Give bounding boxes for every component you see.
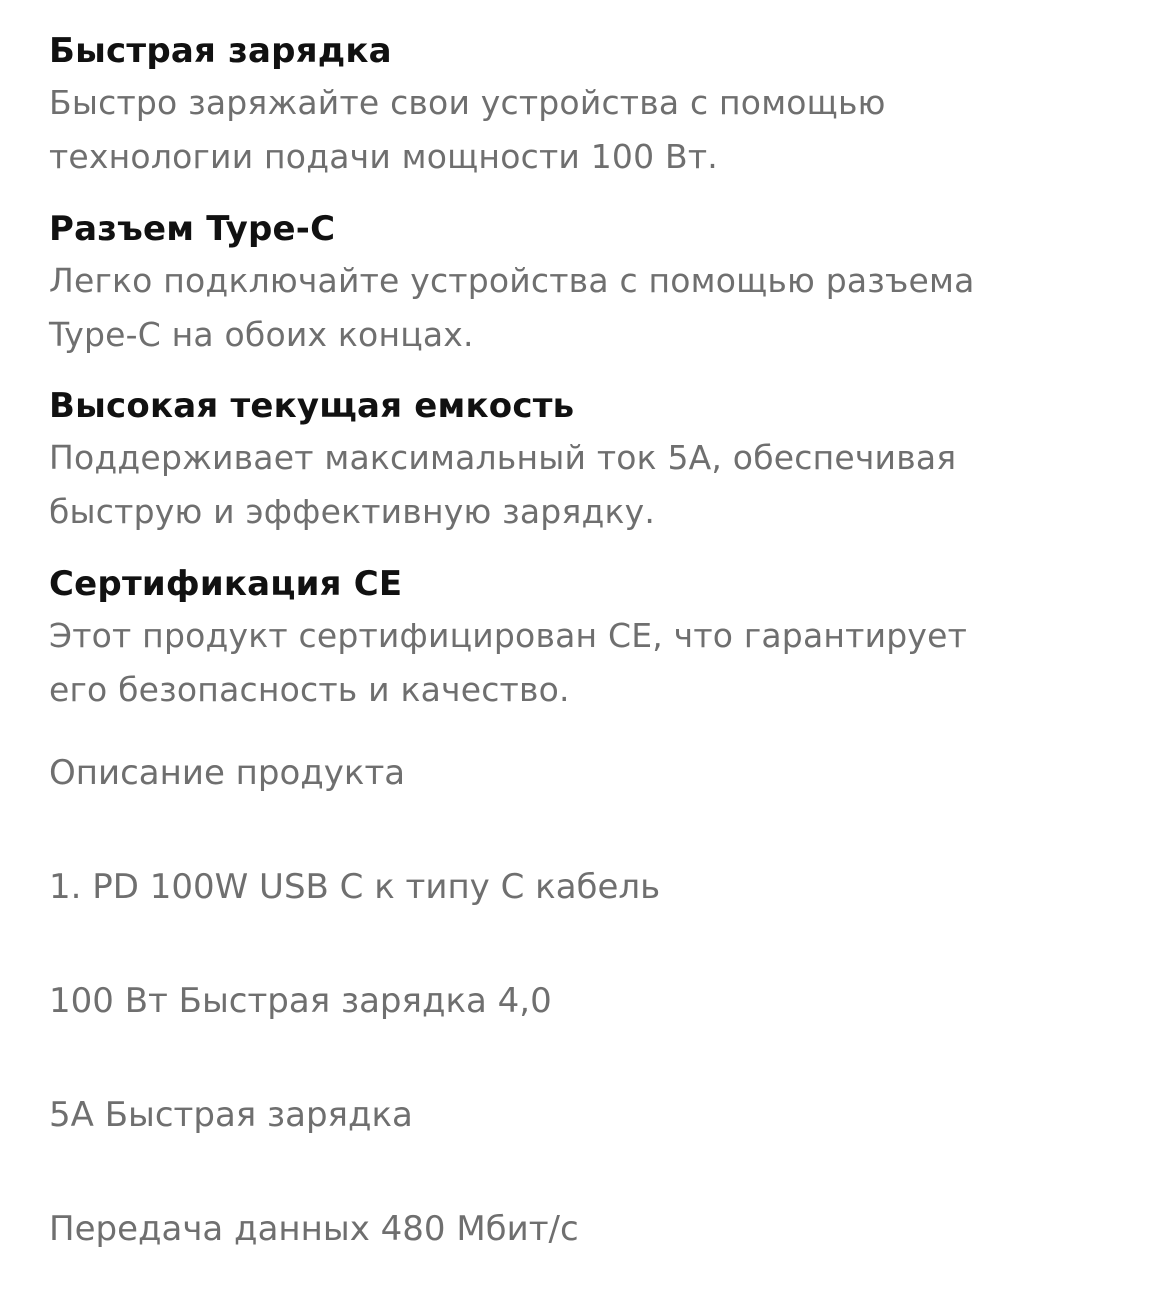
feature-text-line: Легко подключайте устройства с помощью разъема: [49, 261, 975, 300]
feature-ce-certification: [49, 559, 967, 717]
feature-title: Разъем Type-C: [49, 209, 336, 249]
feature-text-line: Type-C на обоих концах.: [49, 315, 474, 354]
description-line: 100 Вт Быстрая зарядка 4,0: [49, 981, 552, 1021]
feature-text-line: Быстро заряжайте свои устройства с помощью: [49, 83, 886, 122]
feature-text-line: его безопасность и качество.: [49, 670, 570, 709]
description-heading: Описание продукта: [49, 753, 406, 793]
feature-fast-charging: [49, 26, 886, 184]
feature-type-c-connector: [49, 204, 975, 362]
feature-text-line: Этот продукт сертифицирован CE, что гарантирует: [49, 616, 968, 655]
feature-text-line: технологии подачи мощности 100 Вт.: [49, 137, 718, 176]
description-line: Передача данных 480 Мбит/с: [49, 1209, 579, 1249]
feature-high-current: [49, 381, 956, 539]
description-line: 5A Быстрая зарядка: [49, 1095, 413, 1135]
feature-text-line: быструю и эффективную зарядку.: [49, 492, 656, 531]
feature-title: Быстрая зарядка: [49, 31, 392, 71]
description-line: 1. PD 100W USB C к типу C кабель: [49, 867, 661, 907]
feature-title: Высокая текущая емкость: [49, 386, 575, 426]
feature-text-line: Поддерживает максимальный ток 5А, обеспечивая: [49, 438, 957, 477]
feature-title: Сертификация CE: [49, 564, 403, 604]
